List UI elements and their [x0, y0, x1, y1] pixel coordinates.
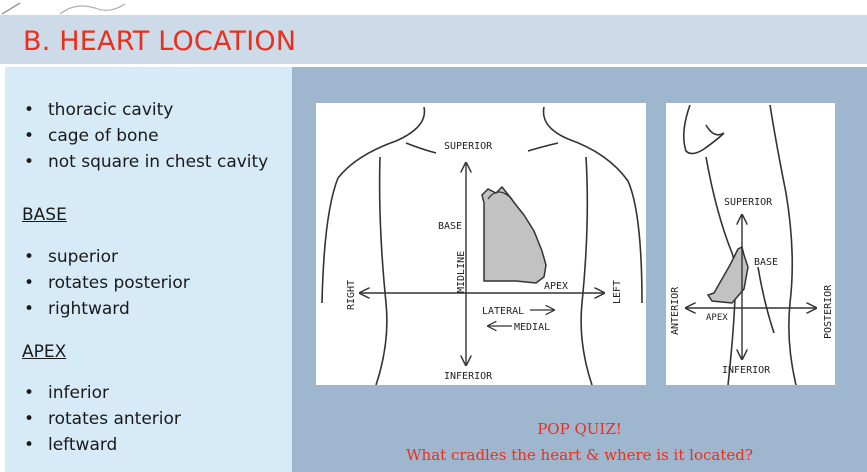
bullet-icon: • — [24, 152, 35, 172]
side-view-figure — [666, 103, 835, 385]
pop-quiz-question: What cradles the heart & where is it located? — [406, 446, 753, 464]
bullet-icon: • — [24, 273, 35, 293]
base-heading: BASE — [22, 205, 67, 225]
side-torso-outline — [684, 105, 796, 385]
list-item: • cage of bone — [22, 123, 268, 149]
side-inferior-label: INFERIOR — [722, 365, 771, 376]
front-view-diagram — [316, 103, 646, 385]
bullet-icon: • — [24, 383, 35, 403]
list-item: • rightward — [22, 296, 190, 322]
bullet-icon: • — [24, 299, 35, 319]
front-apex-label: APEX — [544, 281, 569, 292]
front-base-label: BASE — [438, 221, 463, 232]
bullet-icon: • — [24, 435, 35, 455]
list-item: • superior — [22, 244, 190, 270]
side-posterior-label: POSTERIOR — [823, 284, 834, 339]
bullet-icon: • — [24, 409, 35, 429]
bullet-icon: • — [24, 247, 35, 267]
front-medial-label: MEDIAL — [514, 322, 551, 333]
apex-bullet-list — [22, 380, 181, 458]
list-item: • not square in chest cavity — [22, 149, 268, 175]
side-base-label: BASE — [754, 257, 779, 268]
front-right-label: RIGHT — [346, 279, 357, 310]
heart-shape — [482, 187, 546, 283]
base-bullet-list — [22, 244, 190, 322]
location-bullet-list — [22, 97, 268, 175]
bullet-icon: • — [24, 126, 35, 146]
list-item: • rotates anterior — [22, 406, 181, 432]
side-apex-label: APEX — [706, 313, 728, 323]
list-item: • leftward — [22, 432, 181, 458]
apex-heading: APEX — [22, 342, 67, 362]
front-lateral-label: LATERAL — [482, 306, 525, 317]
front-inferior-label: INFERIOR — [444, 371, 493, 382]
pop-quiz-heading: POP QUIZ! — [537, 420, 622, 438]
list-item: • rotates posterior — [22, 270, 190, 296]
slide-title: B. HEART LOCATION — [23, 26, 297, 57]
corner-scribble-decoration — [0, 0, 140, 15]
list-item: • thoracic cavity — [22, 97, 268, 123]
front-midline-label: MIDLINE — [456, 250, 467, 293]
side-view-diagram — [666, 103, 835, 385]
front-view-figure — [316, 103, 646, 385]
bullet-icon: • — [24, 100, 35, 120]
front-left-label: LEFT — [612, 279, 623, 304]
list-item: • inferior — [22, 380, 181, 406]
front-superior-label: SUPERIOR — [444, 141, 493, 152]
side-anterior-label: ANTERIOR — [670, 286, 681, 335]
side-superior-label: SUPERIOR — [724, 197, 773, 208]
